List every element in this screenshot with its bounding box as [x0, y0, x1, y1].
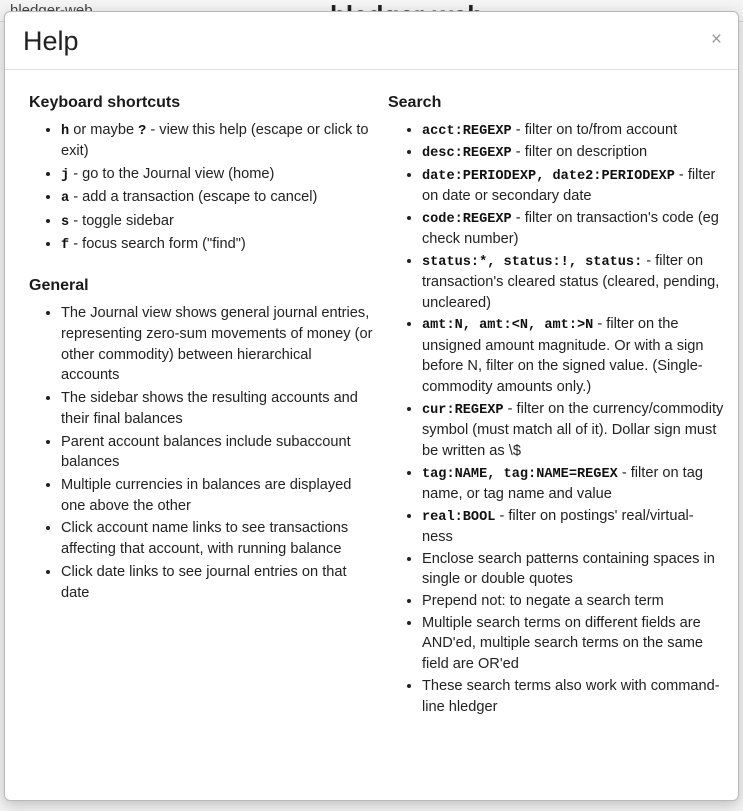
shortcut-key-alt: ? — [138, 124, 147, 139]
search-desc: - filter on postings' real/virtual-ness — [421, 507, 694, 545]
list-item: • Enclose search patterns containing spaces in single or double quotes — [422, 549, 724, 590]
search-term: cur:REGEXP — [421, 402, 504, 418]
search-term: acct:REGEXP — [421, 124, 512, 139]
list-item: • Click date links to see journal entries on that date — [61, 562, 374, 603]
modal-header — [5, 12, 738, 70]
search-desc: - filter on the currency/commodity symbol (must match all of it). Dollar sign must be written as \$ — [421, 400, 724, 459]
shortcut-desc: - toggle sidebar — [69, 212, 174, 229]
search-term: tag:NAME, tag:NAME=REGEX — [421, 466, 618, 482]
list-item: • The sidebar shows the resulting accounts and their final balances — [61, 388, 374, 429]
close-icon[interactable]: × — [710, 29, 722, 50]
shortcut-desc: - add a transaction (escape to cancel) — [69, 189, 318, 206]
list-item — [422, 142, 724, 163]
list-item — [61, 187, 374, 208]
search-desc: - filter on transaction's code (eg check number) — [421, 209, 719, 247]
shortcut-key: h — [61, 124, 70, 139]
help-column-left — [19, 88, 380, 718]
shortcut-desc: - focus search form ("find") — [69, 235, 246, 252]
list-item — [422, 208, 724, 250]
search-desc: - filter on transaction's cleared status (cleared, pending, uncleared) — [421, 252, 720, 311]
shortcut-desc: - view this help (escape or click to exit) — [61, 122, 369, 160]
shortcut-key: a — [61, 191, 70, 207]
list-item — [61, 211, 374, 232]
list-item — [422, 165, 724, 207]
list-item: • Prepend not: to negate a search term — [422, 591, 724, 612]
shortcut-key: f — [61, 237, 70, 253]
keyboard-shortcuts-list — [19, 120, 374, 255]
help-column-right — [380, 88, 724, 718]
list-item — [422, 251, 724, 314]
list-item: • The Journal view shows general journal entries, representing zero-sum movements of money (or other commodity) between hierarchical accounts — [61, 303, 374, 386]
search-term: desc:REGEXP — [421, 146, 512, 162]
list-item — [422, 399, 724, 462]
shortcut-text: or maybe — [69, 122, 139, 138]
list-item: • Parent account balances include subaccount balances — [61, 432, 374, 473]
search-heading: Search — [387, 94, 442, 111]
search-term: real:BOOL — [421, 509, 496, 525]
general-list — [19, 303, 374, 603]
shortcut-key: s — [61, 214, 70, 230]
list-item — [422, 120, 724, 141]
list-item — [422, 314, 724, 397]
list-item: • Click account name links to see transactions affecting that account, with running balance — [61, 518, 374, 559]
search-term: amt:N, amt:<N, amt:>N — [421, 318, 594, 334]
search-desc: - filter on the unsigned amount magnitude. Or with a sign before N, filter on the signed value. (Single-commodity amounts only.) — [421, 316, 704, 396]
list-item: • These search terms also work with command-line hledger — [422, 676, 724, 717]
list-item: • Multiple search terms on different fields are AND'ed, multiple search terms on the same field are OR'ed — [422, 613, 724, 675]
search-term: status:*, status:!, status: — [421, 254, 643, 270]
shortcut-desc: - go to the Journal view (home) — [69, 166, 275, 183]
search-term: code:REGEXP — [421, 211, 512, 227]
help-modal — [4, 11, 739, 801]
list-item: • Multiple currencies in balances are displayed one above the other — [61, 475, 374, 516]
search-term: date:PERIODEXP, date2:PERIODEXP — [421, 168, 675, 184]
search-desc: - filter on to/from account — [511, 122, 678, 138]
general-heading: General — [29, 277, 89, 295]
modal-title: Help — [23, 26, 79, 56]
list-item — [61, 120, 374, 162]
list-item — [61, 234, 374, 255]
shortcut-key: j — [61, 168, 70, 184]
list-item — [61, 164, 374, 185]
keyboard-shortcuts-heading: Keyboard shortcuts — [29, 94, 181, 111]
search-desc: - filter on date or secondary date — [421, 166, 716, 204]
modal-body — [5, 70, 738, 728]
search-desc: - filter on description — [511, 144, 648, 161]
search-desc: - filter on tag name, or tag name and value — [421, 464, 703, 502]
list-item — [422, 506, 724, 548]
list-item — [422, 463, 724, 505]
search-list — [380, 120, 724, 717]
